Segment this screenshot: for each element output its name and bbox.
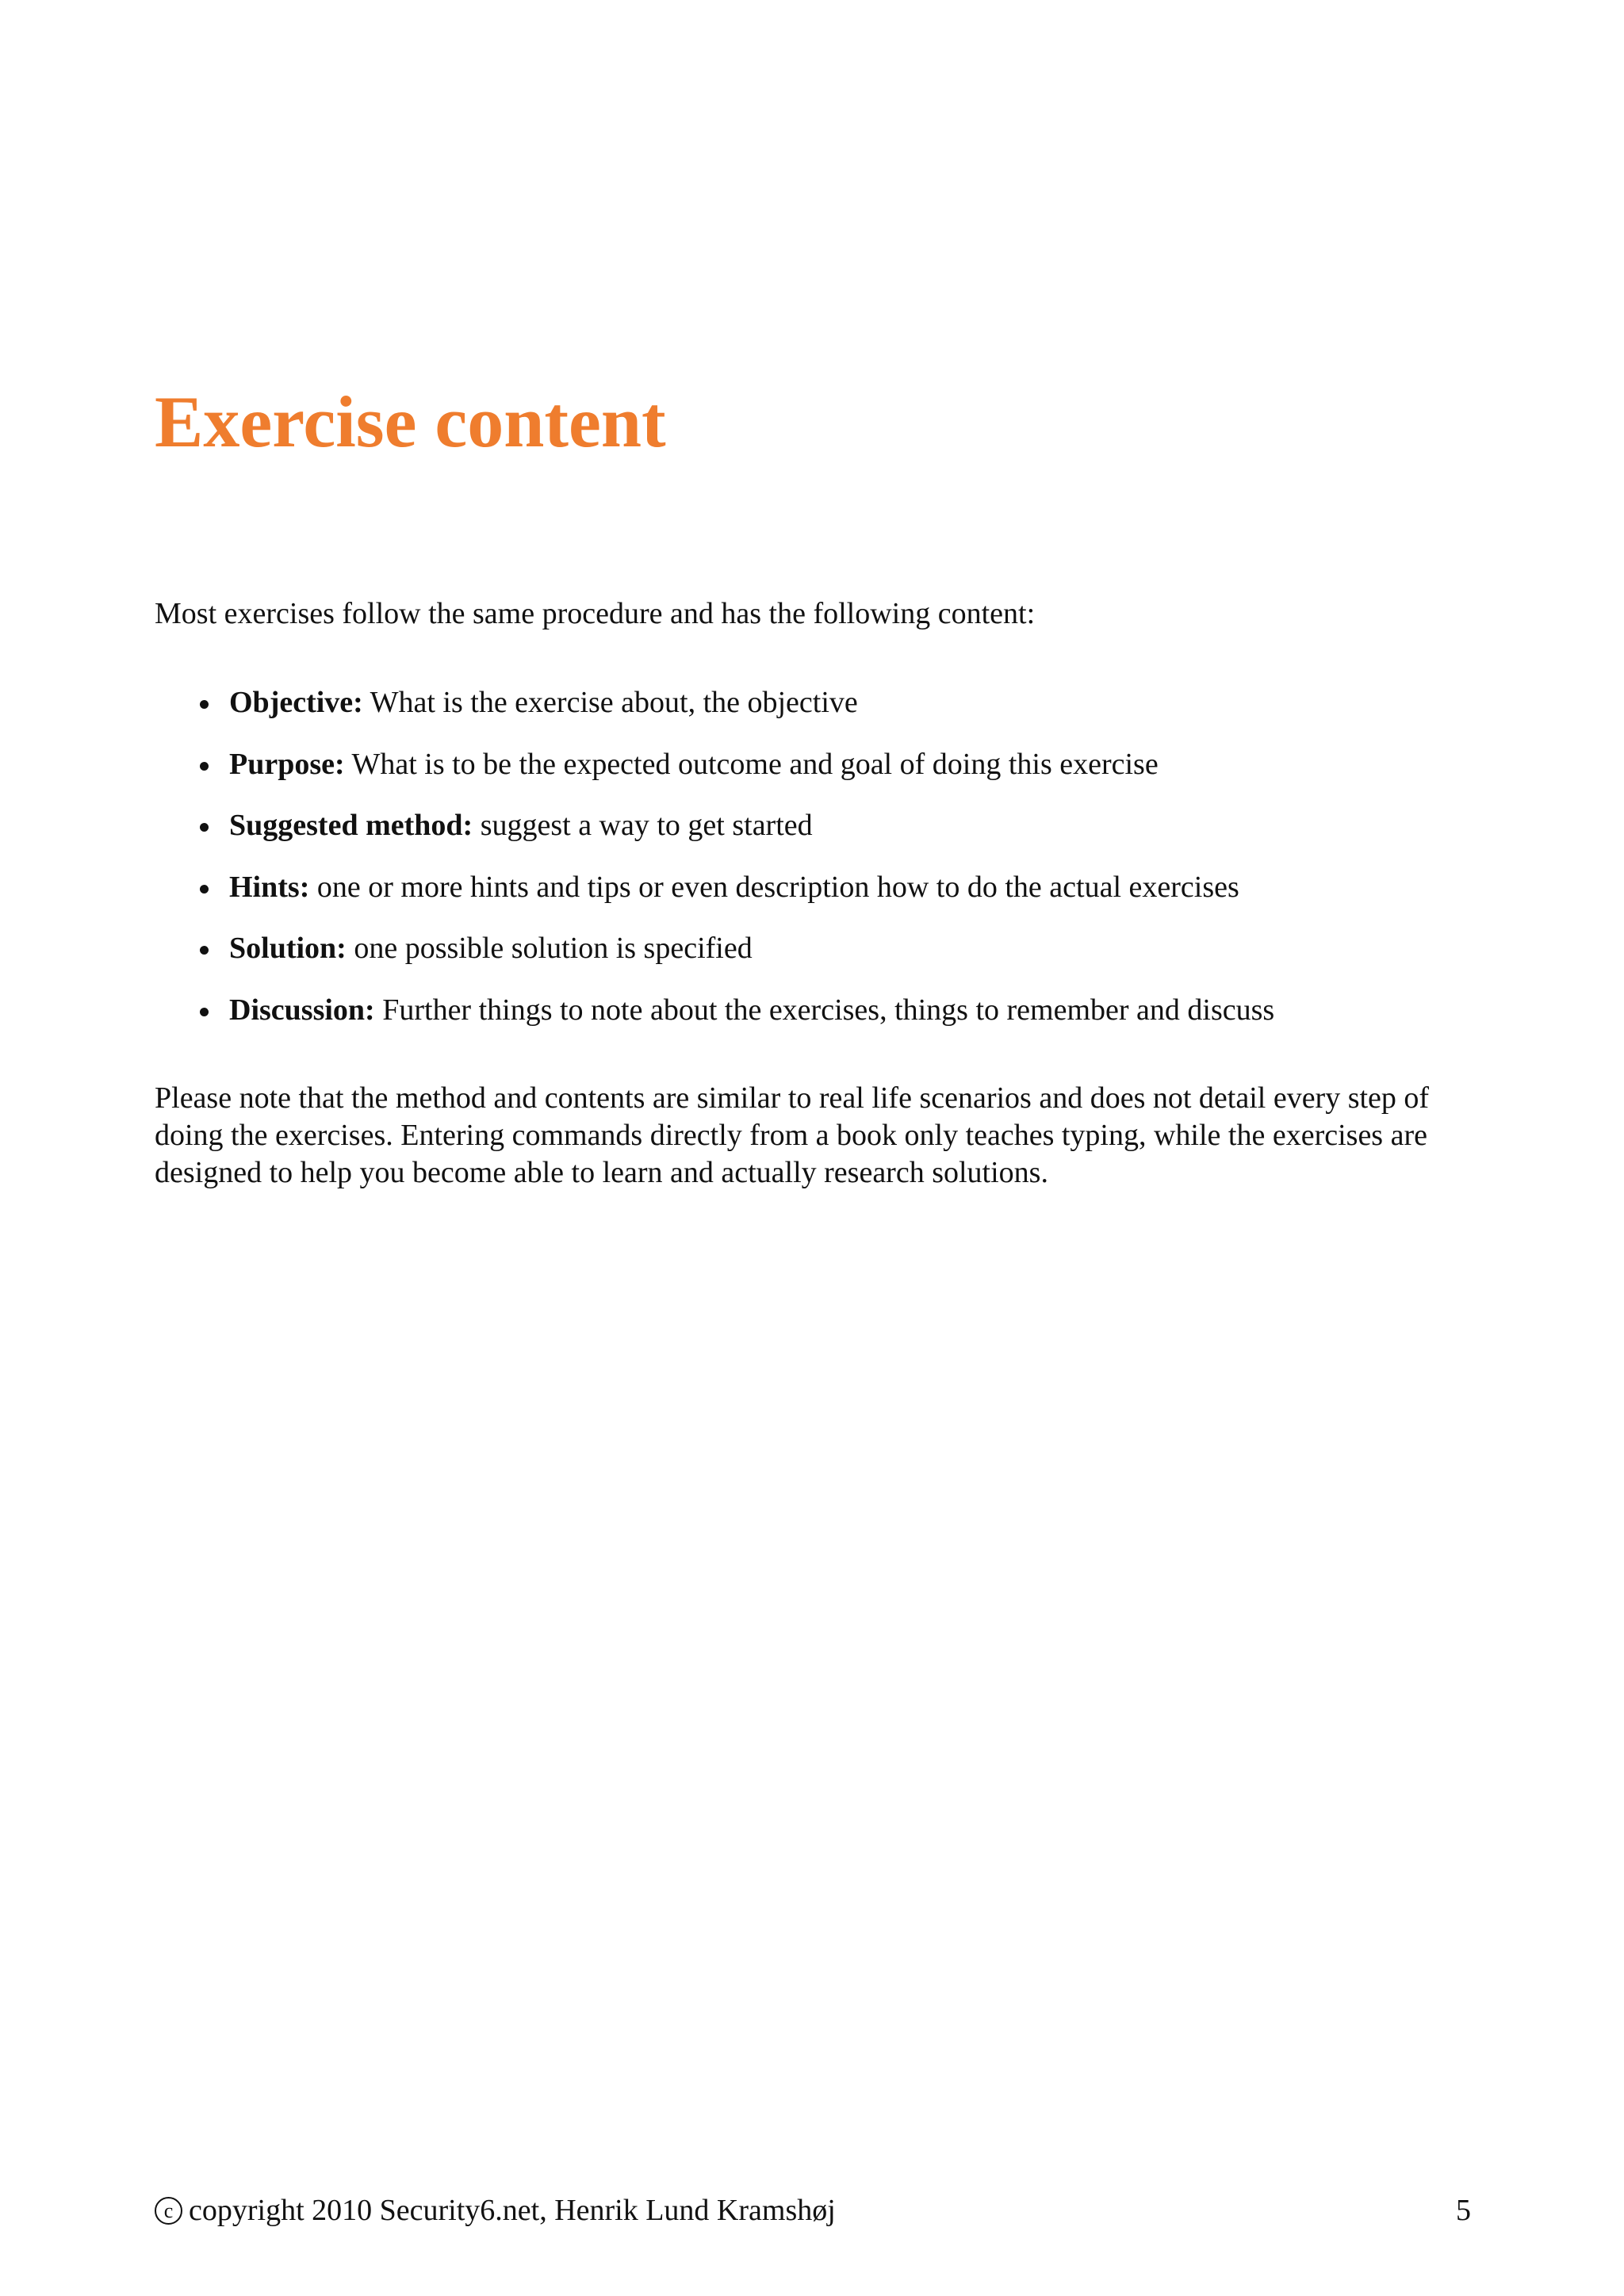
list-item-text: suggest a way to get started: [473, 809, 813, 842]
copyright-notice: [155, 2191, 836, 2230]
list-item-solution: [155, 929, 1503, 991]
content-list: [155, 683, 1503, 1052]
bullet-icon: [200, 885, 209, 894]
list-item-text: What is to be the expected outcome and goal of doing this exercise: [344, 747, 1159, 781]
list-item-objective: [155, 683, 1503, 745]
intro-paragraph: Most exercises follow the same procedure and has the following content:: [155, 597, 1036, 630]
list-item-label: Hints:: [229, 870, 310, 904]
list-item-text: one possible solution is specified: [346, 932, 753, 965]
list-item-label: Solution:: [229, 932, 347, 965]
list-item-purpose: [155, 745, 1503, 807]
list-item-label: Purpose:: [229, 747, 345, 781]
bullet-icon: [200, 823, 209, 832]
list-item-hints: [155, 868, 1503, 930]
list-item-label: Suggested method:: [229, 809, 473, 842]
list-item-text: Further things to note about the exercises, things to remember and discuss: [374, 993, 1275, 1027]
copyright-text: copyright 2010 Security6.net, Henrik Lund Kramshøj: [189, 2194, 836, 2227]
list-item-label: Discussion:: [229, 993, 375, 1027]
bullet-icon: [200, 700, 209, 709]
list-item-text: What is the exercise about, the objective: [362, 686, 858, 719]
list-item-text: one or more hints and tips or even description how to do the actual exercises: [309, 870, 1239, 904]
page-number: 5: [1456, 2194, 1471, 2227]
page-footer: [155, 2191, 1471, 2231]
list-item-suggested-method: [155, 806, 1503, 868]
bullet-icon: [200, 1008, 209, 1016]
page-title: Exercise content: [155, 381, 666, 462]
list-item-label: Objective:: [229, 686, 363, 719]
note-paragraph: Please note that the method and contents are similar to real life scenarios and does not detail every step of doing the exercises. Entering commands directly from a book only teaches typing, while the exercises are designed to help you become able to learn and actually research solutions.: [155, 1081, 1430, 1189]
copyright-icon: c: [155, 2197, 182, 2225]
bullet-icon: [200, 946, 209, 955]
bullet-icon: [200, 762, 209, 771]
list-item-discussion: [155, 991, 1503, 1053]
